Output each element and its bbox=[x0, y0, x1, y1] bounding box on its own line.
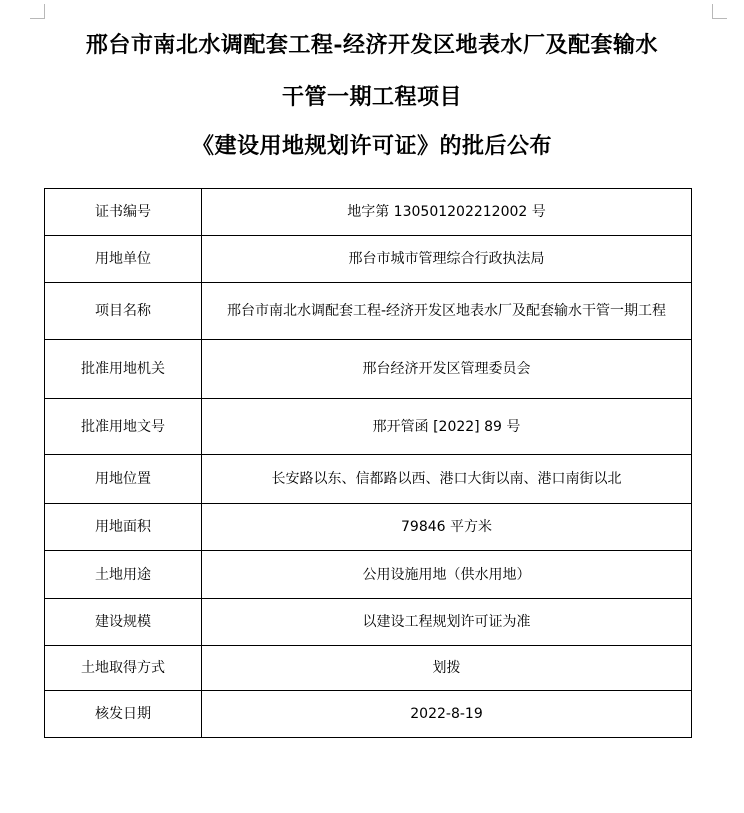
document-title-line-2: 干管一期工程项目 bbox=[281, 84, 462, 110]
permit-info-table bbox=[44, 188, 692, 738]
row-label: 建设规模 bbox=[45, 599, 202, 646]
row-label: 土地用途 bbox=[45, 551, 202, 599]
table-row-land-area bbox=[45, 504, 692, 551]
table-row-approving-authority bbox=[45, 340, 692, 399]
page-corner-mark-left bbox=[30, 4, 45, 19]
document-title-line-3: 《建设用地规划许可证》的批后公布 bbox=[191, 133, 552, 159]
row-value: 邢开管函 [2022] 89 号 bbox=[202, 399, 692, 455]
table-row-approval-document-number bbox=[45, 399, 692, 455]
table-row-land-user bbox=[45, 236, 692, 283]
row-label: 用地位置 bbox=[45, 455, 202, 504]
row-value: 79846 平方米 bbox=[202, 504, 692, 551]
row-value: 划拨 bbox=[202, 646, 692, 691]
table-row-land-use bbox=[45, 551, 692, 599]
row-label: 核发日期 bbox=[45, 691, 202, 738]
table-row-certificate-number bbox=[45, 189, 692, 236]
page-corner-mark-right bbox=[712, 4, 727, 19]
table-row-construction-scale bbox=[45, 599, 692, 646]
row-label: 批准用地机关 bbox=[45, 340, 202, 399]
row-value: 邢台市南北水调配套工程-经济开发区地表水厂及配套输水干管一期工程 bbox=[202, 283, 692, 340]
row-label: 项目名称 bbox=[45, 283, 202, 340]
row-label: 用地面积 bbox=[45, 504, 202, 551]
row-value: 2022-8-19 bbox=[202, 691, 692, 738]
row-value: 以建设工程规划许可证为准 bbox=[202, 599, 692, 646]
row-value: 邢台经济开发区管理委员会 bbox=[202, 340, 692, 399]
row-value: 公用设施用地（供水用地） bbox=[202, 551, 692, 599]
document-title-line-1: 邢台市南北水调配套工程-经济开发区地表水厂及配套输水 bbox=[85, 32, 659, 58]
row-label: 证书编号 bbox=[45, 189, 202, 236]
row-value: 长安路以东、信都路以西、港口大街以南、港口南街以北 bbox=[202, 455, 692, 504]
table-row-land-location bbox=[45, 455, 692, 504]
table-row-project-name bbox=[45, 283, 692, 340]
table-row-issue-date bbox=[45, 691, 692, 738]
row-value: 地字第 130501202212002 号 bbox=[202, 189, 692, 236]
row-label: 土地取得方式 bbox=[45, 646, 202, 691]
row-label: 用地单位 bbox=[45, 236, 202, 283]
row-value: 邢台市城市管理综合行政执法局 bbox=[202, 236, 692, 283]
table-row-land-acquisition-method bbox=[45, 646, 692, 691]
row-label: 批准用地文号 bbox=[45, 399, 202, 455]
